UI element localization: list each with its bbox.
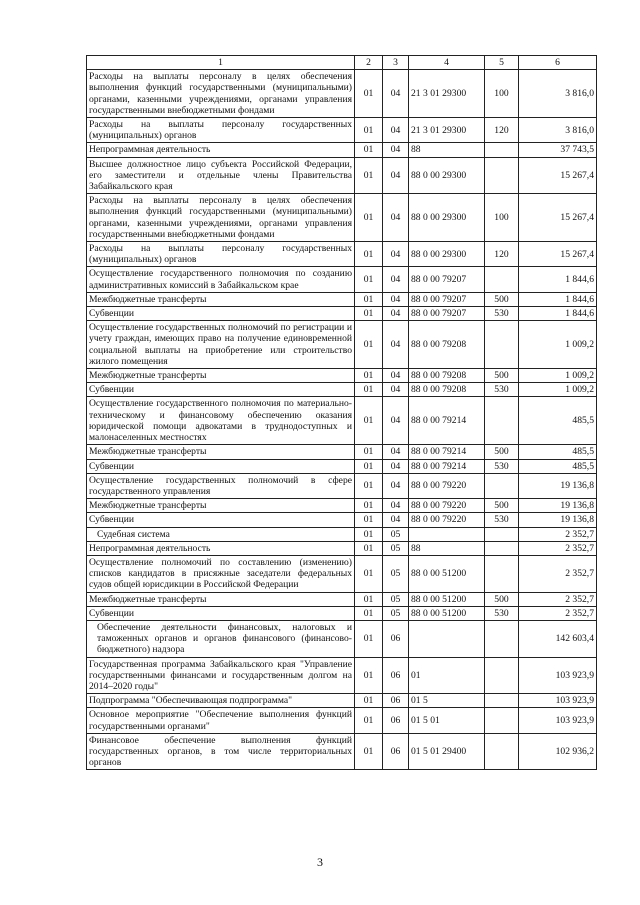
target-item-code-cell: 01 5 01 29400 [409,733,485,770]
table-row [87,733,597,770]
header-cell: 1 [87,56,355,70]
target-item-code-cell: 88 0 00 79208 [409,369,485,383]
table-row [87,307,597,321]
expense-name-cell: Обеспечение деятельности финансовых, налоговых и таможенных органов и органов финансового (финансово-бюджетного) надзора [87,620,355,657]
expense-type-code-cell: 500 [485,292,519,306]
target-item-code-cell [409,620,485,657]
section-code-cell: 01 [355,708,383,733]
section-code-cell: 01 [355,292,383,306]
table-row [87,143,597,157]
amount-cell: 19 136,8 [519,499,597,513]
target-item-code-cell: 88 0 00 51200 [409,606,485,620]
target-item-code-cell: 01 5 [409,694,485,708]
subsection-code-cell: 04 [383,499,409,513]
header-cell: 2 [355,56,383,70]
expense-type-code-cell: 500 [485,499,519,513]
expense-name-cell: Высшее должностное лицо субъекта Российской Федерации, его заместители и отдельные члены Правительства Забайкальского края [87,157,355,194]
table-row [87,527,597,541]
subsection-code-cell: 05 [383,527,409,541]
amount-cell: 1 844,6 [519,292,597,306]
expense-type-code-cell [485,321,519,369]
amount-cell: 103 923,9 [519,708,597,733]
subsection-code-cell: 04 [383,70,409,118]
section-code-cell: 01 [355,555,383,592]
target-item-code-cell: 01 [409,657,485,694]
amount-cell: 102 936,2 [519,733,597,770]
table-row [87,513,597,527]
subsection-code-cell: 04 [383,445,409,459]
section-code-cell: 01 [355,473,383,498]
section-code-cell: 01 [355,307,383,321]
target-item-code-cell: 88 0 00 29300 [409,242,485,267]
subsection-code-cell: 06 [383,708,409,733]
section-code-cell: 01 [355,369,383,383]
amount-cell: 1 844,6 [519,307,597,321]
section-code-cell: 01 [355,527,383,541]
amount-cell: 1 844,6 [519,267,597,292]
header-cell: 4 [409,56,485,70]
subsection-code-cell: 04 [383,242,409,267]
table-row [87,194,597,242]
target-item-code-cell: 01 5 01 [409,708,485,733]
expense-type-code-cell: 530 [485,513,519,527]
table-row [87,292,597,306]
subsection-code-cell: 04 [383,118,409,143]
expense-name-cell: Расходы на выплаты персоналу в целях обеспечения выполнения функций государственными (муниципальными) органами, казенными учреждениями, органами управления государственными внебюджетными фондами [87,194,355,242]
subsection-code-cell: 06 [383,694,409,708]
expense-name-cell: Субвенции [87,307,355,321]
section-code-cell: 01 [355,541,383,555]
amount-cell: 19 136,8 [519,473,597,498]
target-item-code-cell: 21 3 01 29300 [409,118,485,143]
amount-cell: 2 352,7 [519,592,597,606]
amount-cell: 1 009,2 [519,369,597,383]
table-row [87,459,597,473]
amount-cell: 2 352,7 [519,527,597,541]
expense-name-cell: Подпрограмма "Обеспечивающая подпрограмма" [87,694,355,708]
subsection-code-cell: 04 [383,369,409,383]
expense-name-cell: Осуществление государственного полномочия по созданию административных комиссий в Забайкальском крае [87,267,355,292]
target-item-code-cell: 88 [409,143,485,157]
header-cell: 3 [383,56,409,70]
expense-name-cell: Межбюджетные трансферты [87,592,355,606]
page-number: 3 [317,855,323,869]
table-row [87,555,597,592]
expense-type-code-cell [485,473,519,498]
subsection-code-cell: 04 [383,383,409,397]
subsection-code-cell: 05 [383,555,409,592]
section-code-cell: 01 [355,694,383,708]
expense-name-cell: Непрограммная деятельность [87,143,355,157]
section-code-cell: 01 [355,513,383,527]
target-item-code-cell: 88 0 00 79220 [409,473,485,498]
expense-name-cell: Основное мероприятие "Обеспечение выполнения функций государственными органами" [87,708,355,733]
header-cell: 6 [519,56,597,70]
subsection-code-cell: 04 [383,267,409,292]
budget-table [86,55,597,770]
table-row [87,473,597,498]
amount-cell: 485,5 [519,459,597,473]
expense-type-code-cell: 120 [485,118,519,143]
expense-name-cell: Осуществление государственных полномочий в сфере государственного управления [87,473,355,498]
section-code-cell: 01 [355,606,383,620]
table-row [87,592,597,606]
expense-type-code-cell [485,541,519,555]
subsection-code-cell: 04 [383,307,409,321]
expense-type-code-cell [485,694,519,708]
section-code-cell: 01 [355,321,383,369]
table-row [87,118,597,143]
amount-cell: 3 816,0 [519,118,597,143]
subsection-code-cell: 04 [383,143,409,157]
target-item-code-cell: 88 0 00 79220 [409,513,485,527]
expense-name-cell: Осуществление государственных полномочий по регистрации и учету граждан, имеющих право на получение единовременной социальной выплаты на приобретение или строительство жилого помещения [87,321,355,369]
target-item-code-cell: 21 3 01 29300 [409,70,485,118]
expense-name-cell: Расходы на выплаты персоналу государственных (муниципальных) органов [87,118,355,143]
target-item-code-cell: 88 0 00 51200 [409,592,485,606]
section-code-cell: 01 [355,657,383,694]
expense-type-code-cell [485,733,519,770]
section-code-cell: 01 [355,242,383,267]
expense-name-cell: Осуществление государственного полномочия по материально-техническому и финансовому обеспечению оказания юридической помощи адвокатами в труднодоступных и малонаселенных местностях [87,397,355,445]
table-row [87,157,597,194]
target-item-code-cell: 88 0 00 79208 [409,321,485,369]
target-item-code-cell: 88 0 00 51200 [409,555,485,592]
section-code-cell: 01 [355,157,383,194]
expense-type-code-cell [485,555,519,592]
subsection-code-cell: 04 [383,397,409,445]
expense-name-cell: Субвенции [87,459,355,473]
expense-name-cell: Субвенции [87,513,355,527]
subsection-code-cell: 06 [383,733,409,770]
expense-type-code-cell [485,527,519,541]
section-code-cell: 01 [355,118,383,143]
target-item-code-cell: 88 0 00 79208 [409,383,485,397]
subsection-code-cell: 04 [383,459,409,473]
subsection-code-cell: 05 [383,606,409,620]
section-code-cell: 01 [355,733,383,770]
expense-name-cell: Расходы на выплаты персоналу государственных (муниципальных) органов [87,242,355,267]
section-code-cell: 01 [355,499,383,513]
target-item-code-cell: 88 0 00 79207 [409,292,485,306]
section-code-cell: 01 [355,592,383,606]
subsection-code-cell: 04 [383,292,409,306]
target-item-code-cell: 88 0 00 79207 [409,267,485,292]
expense-name-cell: Межбюджетные трансферты [87,292,355,306]
subsection-code-cell: 04 [383,513,409,527]
section-code-cell: 01 [355,445,383,459]
expense-type-code-cell [485,267,519,292]
table-row [87,242,597,267]
expense-type-code-cell: 100 [485,70,519,118]
section-code-cell: 01 [355,620,383,657]
table-row [87,606,597,620]
section-code-cell: 01 [355,70,383,118]
expense-name-cell: Межбюджетные трансферты [87,499,355,513]
table-row [87,541,597,555]
expense-type-code-cell [485,620,519,657]
section-code-cell: 01 [355,383,383,397]
expense-name-cell: Межбюджетные трансферты [87,369,355,383]
amount-cell: 15 267,4 [519,157,597,194]
table-row [87,657,597,694]
expense-type-code-cell [485,143,519,157]
target-item-code-cell: 88 0 00 79214 [409,397,485,445]
expense-type-code-cell: 120 [485,242,519,267]
amount-cell: 15 267,4 [519,194,597,242]
table-row [87,708,597,733]
expense-type-code-cell: 500 [485,369,519,383]
subsection-code-cell: 05 [383,592,409,606]
table-row [87,267,597,292]
amount-cell: 103 923,9 [519,694,597,708]
expense-name-cell: Финансовое обеспечение выполнения функций государственных органов, в том числе территориальных органов [87,733,355,770]
amount-cell: 103 923,9 [519,657,597,694]
section-code-cell: 01 [355,267,383,292]
table-row [87,620,597,657]
expense-type-code-cell: 530 [485,307,519,321]
expense-type-code-cell [485,708,519,733]
expense-type-code-cell: 530 [485,383,519,397]
amount-cell: 3 816,0 [519,70,597,118]
expense-type-code-cell: 100 [485,194,519,242]
table-row [87,70,597,118]
table-row [87,694,597,708]
expense-type-code-cell [485,657,519,694]
table-row [87,445,597,459]
subsection-code-cell: 04 [383,194,409,242]
expense-name-cell: Государственная программа Забайкальского края "Управление государственными финансами и государственным долгом на 2014–2020 годы" [87,657,355,694]
amount-cell: 485,5 [519,397,597,445]
header-cell: 5 [485,56,519,70]
target-item-code-cell: 88 0 00 29300 [409,194,485,242]
amount-cell: 2 352,7 [519,606,597,620]
section-code-cell: 01 [355,397,383,445]
table-header-row [87,56,597,70]
table-row [87,499,597,513]
table-row [87,383,597,397]
expense-name-cell: Межбюджетные трансферты [87,445,355,459]
subsection-code-cell: 05 [383,541,409,555]
expense-type-code-cell [485,157,519,194]
expense-type-code-cell: 530 [485,459,519,473]
amount-cell: 2 352,7 [519,541,597,555]
table-row [87,321,597,369]
amount-cell: 37 743,5 [519,143,597,157]
expense-name-cell: Судебная система [87,527,355,541]
table-row [87,369,597,383]
section-code-cell: 01 [355,143,383,157]
expense-type-code-cell: 500 [485,592,519,606]
expense-name-cell: Субвенции [87,606,355,620]
expense-name-cell: Расходы на выплаты персоналу в целях обеспечения выполнения функций государственными (муниципальными) органами, казенными учреждениями, органами управления государственными внебюджетными фондами [87,70,355,118]
subsection-code-cell: 06 [383,657,409,694]
amount-cell: 19 136,8 [519,513,597,527]
target-item-code-cell: 88 0 00 79214 [409,445,485,459]
subsection-code-cell: 04 [383,157,409,194]
subsection-code-cell: 04 [383,321,409,369]
section-code-cell: 01 [355,194,383,242]
amount-cell: 1 009,2 [519,383,597,397]
amount-cell: 2 352,7 [519,555,597,592]
amount-cell: 15 267,4 [519,242,597,267]
target-item-code-cell: 88 0 00 79220 [409,499,485,513]
amount-cell: 1 009,2 [519,321,597,369]
target-item-code-cell: 88 0 00 79214 [409,459,485,473]
amount-cell: 485,5 [519,445,597,459]
table-row [87,397,597,445]
expense-name-cell: Осуществление полномочий по составлению (изменению) списков кандидатов в присяжные заседатели федеральных судов общей юрисдикции в Российской Федерации [87,555,355,592]
expense-type-code-cell: 500 [485,445,519,459]
section-code-cell: 01 [355,459,383,473]
subsection-code-cell: 06 [383,620,409,657]
target-item-code-cell [409,527,485,541]
expense-name-cell: Непрограммная деятельность [87,541,355,555]
target-item-code-cell: 88 [409,541,485,555]
expense-type-code-cell [485,397,519,445]
amount-cell: 142 603,4 [519,620,597,657]
expense-type-code-cell: 530 [485,606,519,620]
subsection-code-cell: 04 [383,473,409,498]
target-item-code-cell: 88 0 00 79207 [409,307,485,321]
expense-name-cell: Субвенции [87,383,355,397]
target-item-code-cell: 88 0 00 29300 [409,157,485,194]
